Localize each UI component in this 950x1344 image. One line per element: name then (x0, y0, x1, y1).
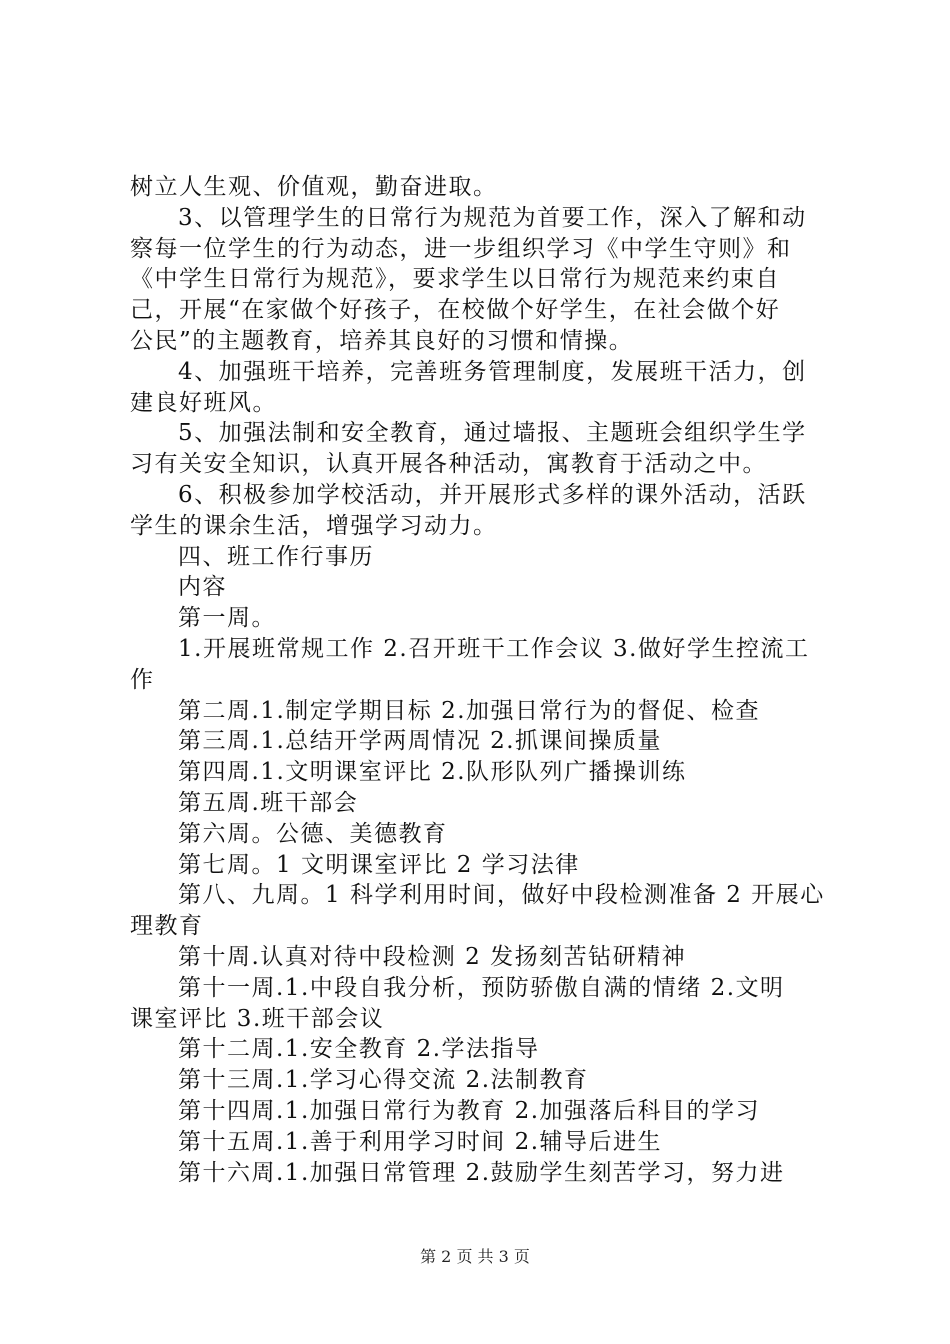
text-line: 4、加强班干培养，完善班务管理制度，发展班干活力，创 (178, 358, 807, 385)
text-line: 第七周。1 文明课室评比 2 学习法律 (178, 851, 580, 878)
text-line: 3、以管理学生的日常行为规范为首要工作，深入了解和动 (178, 204, 807, 231)
text-line: 课室评比 3.班干部会议 (130, 1005, 385, 1032)
text-line: 第三周.1.总结开学两周情况 2.抓课间操质量 (178, 728, 663, 755)
text-line: 作 (130, 666, 155, 693)
text-line: 6、积极参加学校活动，并开展形式多样的课外活动，活跃 (178, 481, 807, 508)
text-line: 5、加强法制和安全教育，通过墙报、主题班会组织学生学 (178, 420, 807, 447)
text-line: 树立人生观、价值观，勤奋进取。 (130, 174, 498, 200)
text-line: 学生的课余生活，增强学习动力。 (130, 512, 498, 539)
text-line: 内容 (178, 574, 227, 601)
text-line: 第四周.1.文明课室评比 2.队形队列广播操训练 (178, 759, 687, 786)
text-line: 第十二周.1.安全教育 2.学法指导 (178, 1036, 540, 1063)
text-line: 公民”的主题教育，培养其良好的习惯和情操。 (130, 327, 634, 354)
text-line: 习有关安全知识，认真开展各种活动，寓教育于活动之中。 (130, 451, 767, 478)
text-line: 第十四周.1.加强日常行为教育 2.加强落后科目的学习 (178, 1097, 761, 1124)
text-line: 1.开展班常规工作 2.召开班干工作会议 3.做好学生控流工 (178, 635, 810, 662)
text-line: 己，开展“在家做个好孩子，在校做个好学生，在社会做个好 (130, 297, 781, 324)
text-line: 第六周。公德、美德教育 (178, 820, 448, 847)
text-line: 《中学生日常行为规范》，要求学生以日常行为规范来约束自 (130, 266, 780, 293)
text-line: 第十周.认真对待中段检测 2 发扬刻苦钻研精神 (178, 943, 687, 970)
text-line: 第十三周.1.学习心得交流 2.法制教育 (178, 1067, 589, 1094)
text-line: 四、班工作行事历 (178, 543, 374, 570)
text-line: 第八、九周。1 科学利用时间，做好中段检测准备 2 开展心 (178, 882, 825, 909)
text-line: 第一周。 (178, 605, 276, 632)
text-line: 第二周.1.制定学期目标 2.加强日常行为的督促、检查 (178, 697, 761, 724)
document-body (130, 172, 830, 1188)
text-line: 第五周.班干部会 (178, 789, 359, 816)
text-line: 第十一周.1.中段自我分析，预防骄傲自满的情绪 2.文明 (178, 974, 785, 1001)
text-line: 第十六周.1.加强日常管理 2.鼓励学生刻苦学习，努力进 (178, 1159, 785, 1186)
text-line: 第十五周.1.善于利用学习时间 2.辅导后进生 (178, 1128, 663, 1155)
page-footer: 第 2 页 共 3 页 (420, 1247, 530, 1266)
text-line: 理教育 (130, 913, 204, 940)
text-line: 建良好班风。 (130, 389, 277, 416)
text-line: 察每一位学生的行为动态，进一步组织学习《中学生守则》和 (130, 235, 792, 262)
